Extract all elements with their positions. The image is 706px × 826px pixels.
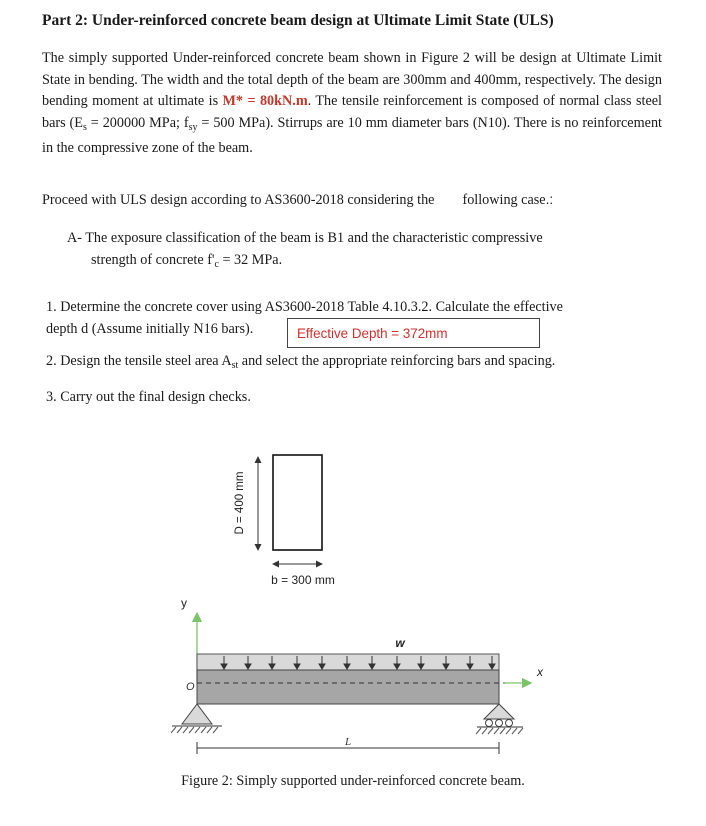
cross-section <box>234 455 335 587</box>
case-a-line-1: A- The exposure classification of the beam is B1 and the characteristic compressive <box>67 230 543 246</box>
origin-label: O <box>186 681 195 693</box>
section-heading: Part 2: Under-reinforced concrete beam design at Ultimate Limit State (ULS) <box>42 12 554 29</box>
question-1-line-1: 1. Determine the concrete cover using AS3600-2018 Table 4.10.3.2. Calculate the effective <box>46 299 563 315</box>
figure-caption: Figure 2: Simply supported under-reinforced concrete beam. <box>181 773 525 789</box>
design-moment: M* = 80kN.m <box>222 93 308 109</box>
intro-text-2: . The tensile reinforcement is composed of normal class steel bars (E <box>42 93 662 131</box>
distributed-load <box>197 636 499 670</box>
effective-depth-answer-box[interactable]: Effective Depth = 372mm <box>287 318 540 348</box>
fc-subscript: c <box>214 258 219 270</box>
case-a-text-2: strength of concrete f' <box>91 251 215 268</box>
proceed-text-3: .: <box>545 192 554 207</box>
question-3: 3. Carry out the final design checks. <box>46 389 251 405</box>
beam <box>197 670 499 704</box>
x-axis-label: x <box>537 665 543 679</box>
fsy-subscript: sy <box>188 121 198 133</box>
question-1-line-2: depth d (Assume initially N16 bars). <box>46 320 254 337</box>
question-2-text-1: 2. Design the tensile steel area A <box>46 353 232 369</box>
intro-text-3: = 200000 MPa; f <box>86 114 189 131</box>
pin-support <box>171 704 222 733</box>
intro-text-4: = 500 MPa). Stirrups are 10 mm diameter bars (N10). There is no reinforcement in the compressive zone of the beam. <box>42 114 662 156</box>
problem-description <box>42 48 662 160</box>
proceed-instruction <box>42 192 662 209</box>
case-a-text-3: = 32 MPa. <box>218 251 283 268</box>
case-a <box>67 228 661 275</box>
proceed-text-1: Proceed with ULS design according to AS3600-2018 considering the <box>42 192 435 208</box>
depth-label: D = 400 mm <box>234 471 246 535</box>
es-subscript: s <box>82 121 87 133</box>
question-2 <box>46 353 666 371</box>
beam-figure <box>0 440 706 770</box>
case-a-line-2 <box>67 250 661 276</box>
span-label: L <box>344 736 352 748</box>
load-label: w <box>395 636 405 650</box>
roller-support <box>476 704 523 734</box>
width-label: b = 300 mm <box>271 573 335 587</box>
ast-subscript: st <box>231 360 239 371</box>
span-dimension <box>197 736 499 754</box>
intro-text-1: The simply supported Under-reinforced concrete beam shown in Figure 2 will be design at Ultimate Limit State in bending. The width and the total depth of the beam are 300mm and 400mm, respectively. The design bending moment at ultimate is <box>42 50 662 109</box>
question-2-text-2: and select the appropriate reinforcing bars and spacing. <box>238 353 556 369</box>
y-axis-label: y <box>181 596 187 610</box>
proceed-text-2: following case <box>462 192 546 208</box>
section-rectangle <box>273 455 322 550</box>
